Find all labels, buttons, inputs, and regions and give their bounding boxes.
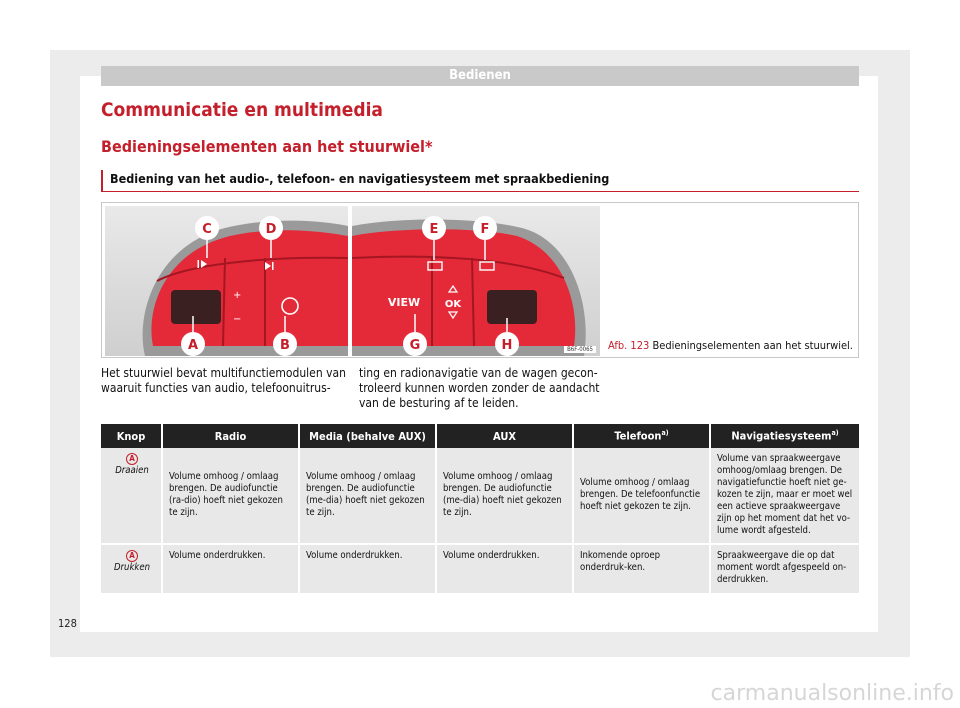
page-subtitle: Bedieningselementen aan het stuurwiel* [101, 137, 433, 156]
svg-text:A: A [187, 338, 199, 353]
chapter-header: Bedienen [101, 66, 859, 86]
svg-text:VIEW: VIEW [387, 296, 421, 309]
table-header: Radio [163, 424, 300, 448]
figure-caption-text: Bedieningselementen aan het stuurwiel. [652, 339, 853, 352]
svg-text:+: + [233, 290, 242, 301]
table-cell: Volume onderdrukken. [300, 545, 437, 595]
table-cell: Volume onderdrukken. [437, 545, 574, 595]
button-letter-badge: A [126, 453, 138, 465]
figure-caption [608, 339, 853, 352]
table-header-row [101, 424, 859, 448]
table-header: Navigatiesysteem$^{a)}$ [711, 424, 859, 448]
footnote-mark: a) [661, 429, 669, 438]
steering-left-photo [105, 206, 348, 356]
knop-cell [101, 545, 163, 595]
table-row [101, 448, 859, 545]
section-title: Bediening van het audio-, telefoon- en navigatiesysteem met spraakbediening [101, 170, 859, 192]
left-button-panel [151, 230, 348, 346]
figure-caption-label: Afb. 123 [608, 339, 650, 352]
table-cell: Volume omhoog / omlaag brengen. De telefoonfunctie hoeft niet gekozen te zijn. [574, 448, 711, 545]
figure [101, 202, 859, 358]
table-header: AUX [437, 424, 574, 448]
controls-table [101, 424, 859, 595]
knop-label: Drukken [113, 562, 151, 573]
body-text-col2: ting en radionavigatie van de wagen gecon-troleerd kunnen worden zonder de aandacht van de besturing af te leiden. [359, 366, 600, 410]
table-header: Telefoon$^{a)}$ [574, 424, 711, 448]
table-cell: Volume van spraakweergave omhoog/omlaag brengen. De navigatiefunctie hoeft niet ge-kozen te zijn, maar er moet wel een actieve spraakweergave zijn op het moment dat het vo-lume wordt afgesteld. [711, 448, 859, 545]
svg-text:D: D [265, 222, 277, 237]
table-cell: Inkomende oproep onderdruk-ken. [574, 545, 711, 595]
table-cell: Volume omhoog / omlaag brengen. De audiofunctie (me-dia) hoeft niet gekozen te zijn. [437, 448, 574, 545]
svg-text:B: B [280, 338, 290, 353]
button-letter-badge: A [126, 550, 138, 562]
table-header: Knop [101, 424, 163, 448]
left-scroll-wheel [171, 290, 221, 324]
svg-text:OK: OK [444, 299, 462, 310]
svg-text:C: C [202, 222, 212, 237]
table-cell: Volume omhoog / omlaag brengen. De audiofunctie (ra-dio) hoeft niet gekozen te zijn. [163, 448, 300, 545]
page-title: Communicatie en multimedia [101, 99, 383, 121]
watermark: carmanualsonline.info [710, 681, 954, 706]
table-cell: Volume omhoog / omlaag brengen. De audiofunctie (me-dia) hoeft niet gekozen te zijn. [300, 448, 437, 545]
right-scroll-wheel [487, 290, 537, 324]
svg-text:G: G [409, 338, 421, 353]
svg-text:E: E [429, 222, 439, 237]
page-number: 128 [58, 617, 77, 630]
knop-cell [101, 448, 163, 545]
svg-text:F: F [480, 222, 490, 237]
footnote-mark: a) [831, 429, 839, 438]
svg-text:H: H [501, 338, 513, 353]
table-cell: Spraakweergave die op dat moment wordt afgespeeld on-derdrukken. [711, 545, 859, 595]
table-cell: Volume onderdrukken. [163, 545, 300, 595]
steering-right-photo [352, 206, 600, 356]
body-text-col1: Het stuurwiel bevat multifunctiemodulen van waaruit functies van audio, telefoonuitrus- [101, 366, 346, 395]
svg-text:−: − [233, 314, 242, 325]
table-row [101, 545, 859, 595]
table-header: Media (behalve AUX) [300, 424, 437, 448]
figure-code: B6F-0065 [564, 346, 596, 353]
knop-label: Draaien [115, 465, 149, 476]
